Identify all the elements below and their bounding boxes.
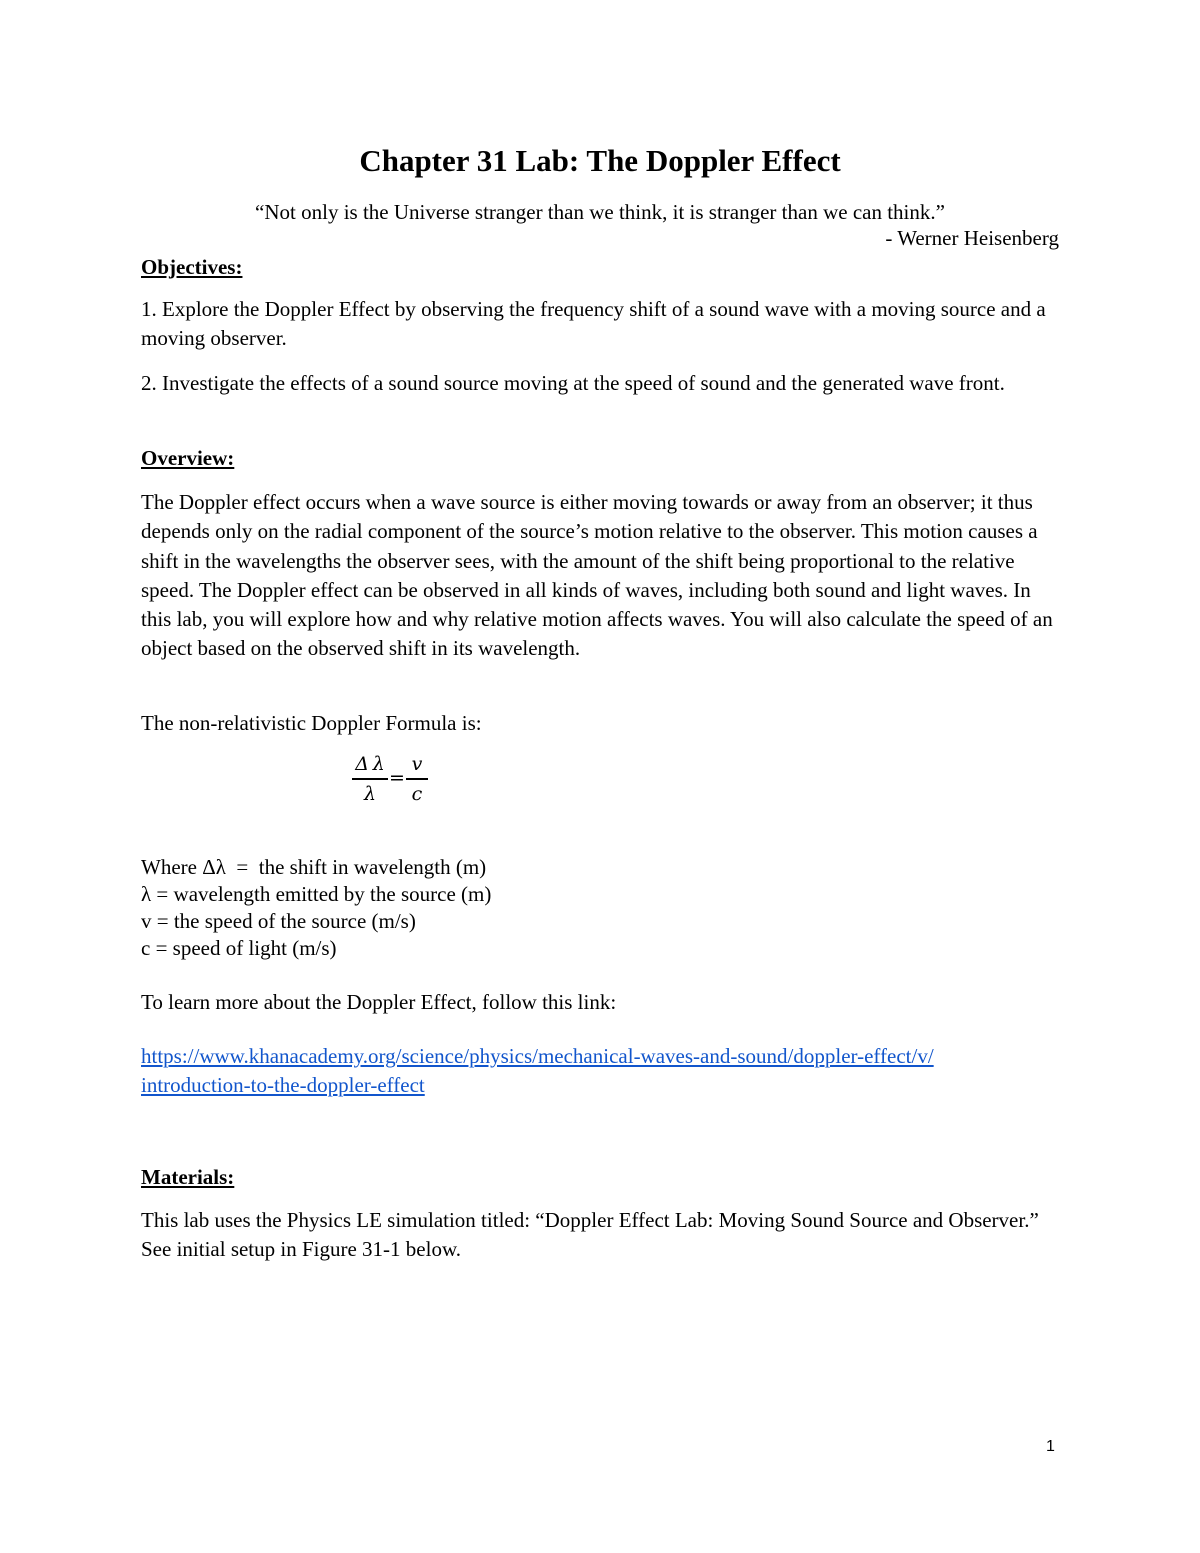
- link-intro: To learn more about the Doppler Effect, follow this link:: [141, 990, 617, 1014]
- epigraph-attribution: - Werner Heisenberg: [885, 226, 1059, 250]
- definition-c: c = speed of light (m/s): [141, 936, 337, 960]
- definition-delta-lambda: Where Δλ = the shift in wavelength (m): [141, 855, 487, 879]
- materials-heading: Materials:: [141, 1165, 235, 1189]
- fraction-bar: [352, 778, 388, 780]
- formula-left-denominator: λ: [363, 783, 377, 805]
- formula-intro: The non-relativistic Doppler Formula is:: [141, 711, 482, 735]
- materials-paragraph: This lab uses the Physics LE simulation titled: “Doppler Effect Lab: Moving Sound Source and Observer.” See initial setup in Figure 31-1 below.: [141, 1208, 1039, 1262]
- epigraph-quote: “Not only is the Universe stranger than we think, it is stranger than we can think.”: [255, 200, 945, 224]
- page-number: 1: [1046, 1438, 1055, 1455]
- overview-heading: Overview:: [141, 446, 235, 470]
- fraction-bar: [406, 778, 428, 780]
- overview-paragraph: The Doppler effect occurs when a wave source is either moving towards or away from an observer; it thus depends only on the radial component of the source’s motion relative to the observer. This motion causes a shift in the wavelengths the observer sees, with the amount of the shift being proportional to the relative speed. The Doppler effect can be observed in all kinds of waves, including both sound and light waves. In this lab, you will explore how and why relative motion affects waves. You will also calculate the speed of an object based on the observed shift in its wavelength.: [141, 490, 1053, 661]
- definition-v: v = the speed of the source (m/s): [141, 909, 416, 933]
- formula-right-fraction: [406, 752, 428, 806]
- formula-right-numerator: v: [411, 753, 423, 775]
- link-line-2[interactable]: introduction-to-the-doppler-effect: [141, 1073, 425, 1097]
- objectives-heading: Objectives:: [141, 255, 243, 279]
- formula-left-fraction: [352, 752, 388, 806]
- formula-left-numerator: Δ λ: [355, 753, 385, 775]
- objective-item-1: 1. Explore the Doppler Effect by observing the frequency shift of a sound wave with a moving source and a moving observer.: [141, 297, 1046, 351]
- formula-equals: =: [389, 767, 405, 789]
- variable-definitions: [141, 854, 841, 962]
- document-title: Chapter 31 Lab: The Doppler Effect: [359, 143, 841, 178]
- formula-right-denominator: c: [411, 783, 423, 805]
- definition-lambda: λ = wavelength emitted by the source (m): [141, 882, 492, 906]
- khan-academy-link[interactable]: [141, 1042, 1071, 1100]
- objective-item-2: 2. Investigate the effects of a sound source moving at the speed of sound and the generated wave front.: [141, 371, 1005, 395]
- link-line-1[interactable]: https://www.khanacademy.org/science/physics/mechanical-waves-and-sound/doppler-effect/v/: [141, 1044, 934, 1068]
- doppler-formula: [352, 752, 442, 812]
